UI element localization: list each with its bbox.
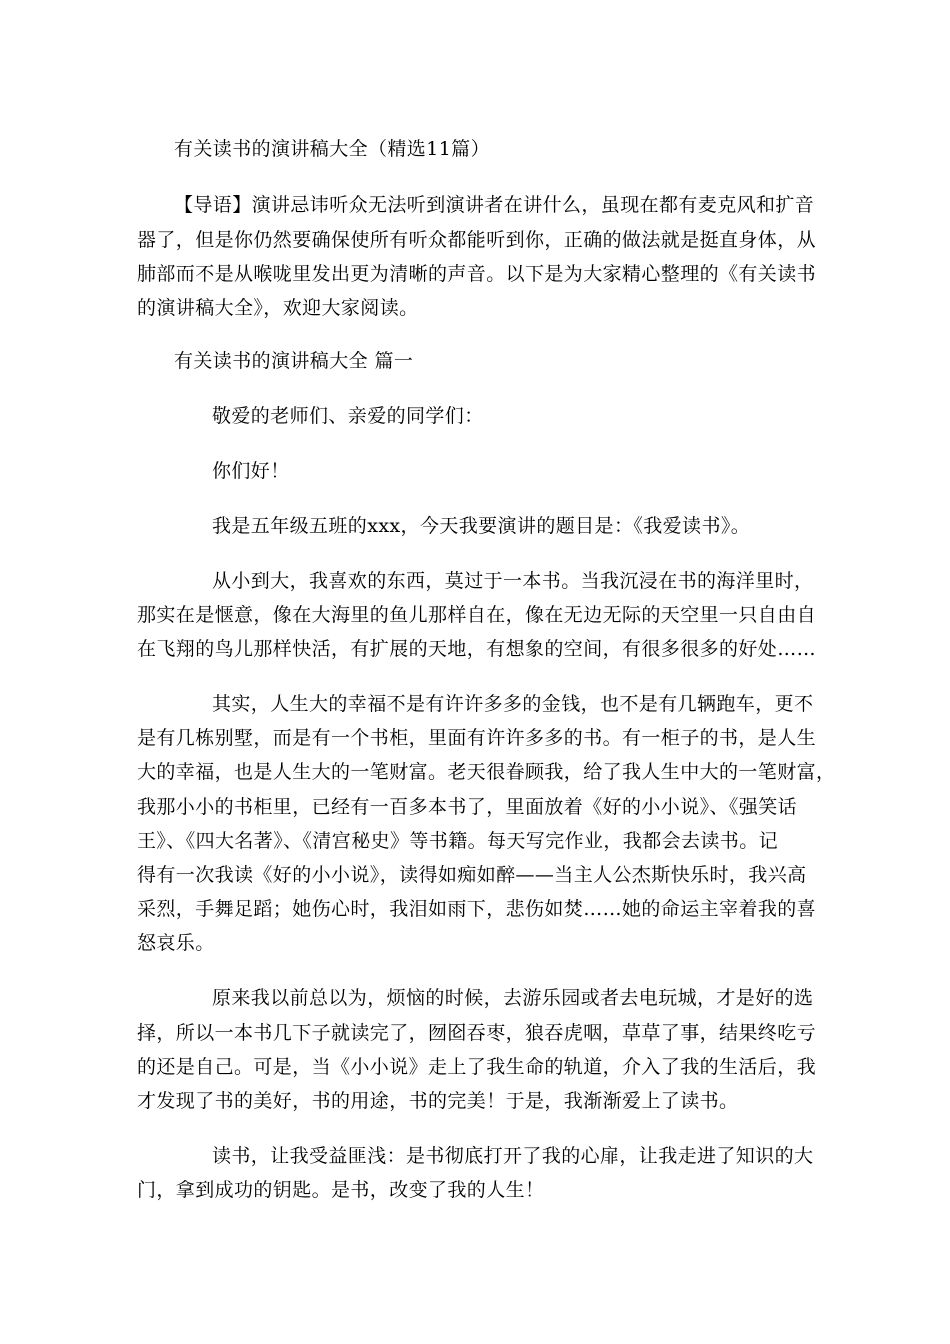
paragraph-line: 门，拿到成功的钥匙。是书，改变了我的人生！ — [137, 1179, 545, 1201]
document-title: 有关读书的演讲稿大全（精选11篇） — [174, 138, 490, 160]
paragraph-line: 怒哀乐。 — [137, 932, 215, 954]
paragraph-line: 那实在是惬意，像在大海里的鱼儿那样自在，像在无边无际的天空里一只自由自 — [137, 604, 817, 626]
paragraph-line: 其实，人生大的幸福不是有许许多多的金钱，也不是有几辆跑车，更不 — [212, 693, 814, 715]
paragraph-line: 的还是自己。可是，当《小小说》走上了我生命的轨道，介入了我的生活后，我 — [137, 1056, 817, 1078]
intro-line: 肺部而不是从喉咙里发出更为清晰的声音。以下是为大家精心整理的《有关读书 — [137, 263, 817, 285]
paragraph-line: 王》、《四大名著》、《清宫秘史》等书籍。每天写完作业，我都会去读书。记 — [137, 830, 779, 852]
paragraph-line: 是有几栋别墅，而是有一个书柜，里面有许许多多的书。有一柜子的书，是人生 — [137, 727, 817, 749]
self-intro: 我是五年级五班的xxx，今天我要演讲的题目是：《我爱读书》。 — [212, 515, 751, 537]
intro-line: 器了，但是你仍然要确保使所有听众都能听到你，正确的做法就是挺直身体，从 — [137, 229, 817, 251]
paragraph-line: 在飞翔的鸟儿那样快活，有扩展的天地，有想象的空间，有很多很多的好处…… — [137, 638, 817, 660]
paragraph-line: 才发现了书的美好，书的用途，书的完美！于是，我渐渐爱上了读书。 — [137, 1090, 739, 1112]
paragraph-line: 原来我以前总以为，烦恼的时候，去游乐园或者去电玩城，才是好的选 — [212, 987, 814, 1009]
section-heading: 有关读书的演讲稿大全 篇一 — [174, 350, 414, 372]
intro-line: 的演讲稿大全》，欢迎大家阅读。 — [137, 297, 419, 319]
paragraph-line: 择，所以一本书几下子就读完了，囫囵吞枣，狼吞虎咽，草草了事，结果终吃亏 — [137, 1022, 817, 1044]
salutation: 敬爱的老师们、亲爱的同学们： — [212, 405, 484, 427]
intro-line: 【导语】演讲忌讳听众无法听到演讲者在讲什么，虽现在都有麦克风和扩音 — [174, 194, 815, 216]
paragraph-line: 读书，让我受益匪浅：是书彻底打开了我的心扉，让我走进了知识的大 — [212, 1145, 814, 1167]
paragraph-line: 得有一次我读《好的小小说》，读得如痴如醉——当主人公杰斯快乐时，我兴高 — [137, 864, 807, 886]
greeting: 你们好！ — [212, 460, 290, 482]
paragraph-line: 从小到大，我喜欢的东西，莫过于一本书。当我沉浸在书的海洋里时， — [212, 570, 814, 592]
paragraph-line: 我那小小的书柜里，已经有一百多本书了，里面放着《好的小小说》、《强笑话 — [137, 796, 798, 818]
paragraph-line: 采烈，手舞足蹈；她伤心时，我泪如雨下，悲伤如焚……她的命运主宰着我的喜 — [137, 898, 817, 920]
paragraph-line: 大的幸福，也是人生大的一笔财富。老天很眷顾我，给了我人生中大的一笔财富， — [137, 761, 836, 783]
